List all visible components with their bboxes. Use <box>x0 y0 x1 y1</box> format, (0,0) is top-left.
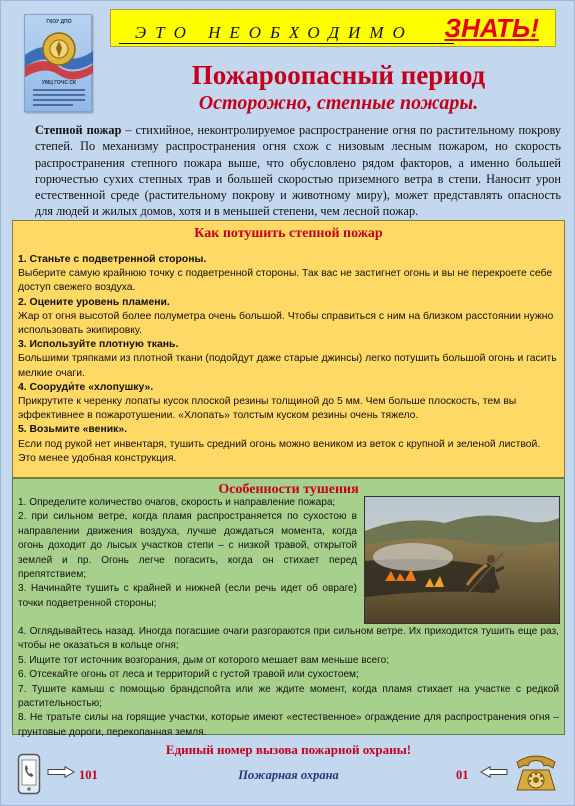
step-heading: 5. Возьмите «веник». <box>18 424 127 436</box>
features-section <box>12 478 565 738</box>
feature-item: 8. Не тратьте силы на горящие участки, которые имеют «естественное» ограждение для распространения огня – грунтовые дороги, перекопанная земля. <box>18 712 559 738</box>
step-heading: 2. Оцените уровень пламени. <box>18 296 170 308</box>
firefighter-image-icon <box>365 497 560 624</box>
feature-item: 7. Тушите камыш с помощью брандспойта или же ждите момент, когда пламя стихает на участке с редкой растительностью; <box>18 683 559 710</box>
mobile-number: 101 <box>79 768 98 782</box>
step-text: Выберите самую крайнюю точку с подветренной стороны. Так вас не застигнет огонь и вы не перекроете себе доступ свежего воздуха. <box>18 268 553 294</box>
step-text: Прикрутите к черенку лопаты кусок плоской резины толщиной до 5 мм. Чем больше плоскость, тем вы эффективнее в пожаротушении. «Хлопать» толстым куском резины очень тяжело. <box>18 396 517 422</box>
extinguish-steps <box>18 253 558 466</box>
banner-know: ЗНАТЬ! <box>444 13 539 43</box>
page-title: Пожароопасный период <box>191 60 486 90</box>
feature-item: 3. Начинайте тушить с крайней и нижней (если речь идет об овраге) точки подветренной стороны; <box>18 583 357 609</box>
features-list-top <box>18 496 357 611</box>
arrow-left-icon <box>480 766 508 778</box>
intro-term: Степной пожар <box>35 123 122 137</box>
organization-emblem <box>24 14 92 112</box>
extinguish-section <box>12 220 565 478</box>
feature-item: 2. при сильном ветре, когда пламя распространяется по сухостою в направлении движения воздуха, лучше дождаться момента, когда огонь доходит до лысых участков степи – с низкой травой, открытой землей и пр. Огонь легче погасить, когда он стихает перед препятствием; <box>18 511 357 581</box>
banner-underline <box>119 43 454 44</box>
intro-text: – стихийное, неконтролируемое распространение огня по растительному покрову степей. По механизму распространения огня схож с низовым лесным пожаром, но скорость распространения степного пожара выше, что обусловлено рядом факторов, а именно большей горючестью сухих степных трав и большей скоростью приземного ветра в степи. Наносит урон естественной среде (растительному покрову и животному миру), может представлять опасность для людей и жилых домов, хотя и в меньшей степени, чем лесной пожар. <box>35 123 561 219</box>
step-heading: 1. Станьте с подветренной стороны. <box>18 254 207 265</box>
step-text: Если под рукой нет инвентаря, тушить средний огонь можно веником из веток с крупной и зеленой листвой. Это менее удобная конструкция. <box>18 438 541 464</box>
feature-item: 5. Ищите тот источник возгорания, дым от которого мешает вам меньше всего; <box>18 654 390 666</box>
feature-item: 1. Определите количество очагов, скорость и направление пожара; <box>18 497 336 508</box>
landline-number: 01 <box>456 768 469 782</box>
step-text: Жар от огня высотой более полуметра очень большой. Чтобы справиться с ним на близком расстоянии нужно использовать экипировку. <box>18 310 554 337</box>
footer-title: Единый номер вызова пожарной охраны! <box>165 742 412 757</box>
emblem-bottom-text: УМЦ ГОЧС СК <box>41 80 77 86</box>
slogan-banner <box>110 9 556 47</box>
features-list-bottom <box>18 625 559 740</box>
feature-item: 4. Оглядывайтесь назад. Иногда погасшие очаги разгораются при сильном ветре. Их приходится тушить еще раз, чтобы не оказаться в кольце огня; <box>18 626 559 652</box>
features-title: Особенности тушения <box>218 482 359 497</box>
fire-service-label: Пожарная охрана <box>238 768 339 782</box>
page-subtitle: Осторожно, степные пожары. <box>198 92 479 114</box>
extinguish-title: Как потушить степной пожар <box>194 226 383 241</box>
step-text: Большими тряпками из плотной ткани (подойдут даже старые джинсы) легко потушить большой огонь и гасить мелкие очаги. <box>18 353 557 379</box>
step-heading: 3. Используйте плотную ткань. <box>18 339 179 351</box>
feature-item: 6. Отсекайте огонь от леса и территорий с густой травой или сухостоем; <box>18 669 359 681</box>
steppe-fire-photo <box>364 496 560 624</box>
banner-slogan: ЭТО НЕОБХОДИМО <box>135 23 414 42</box>
emblem-top-text: ГКОУ ДПО <box>46 19 72 25</box>
step-heading: 4. Сооруди́те «хлопушку». <box>18 381 154 393</box>
intro-paragraph <box>35 122 561 220</box>
rotary-telephone-icon <box>511 750 561 794</box>
emblem-crest-icon <box>25 15 93 113</box>
